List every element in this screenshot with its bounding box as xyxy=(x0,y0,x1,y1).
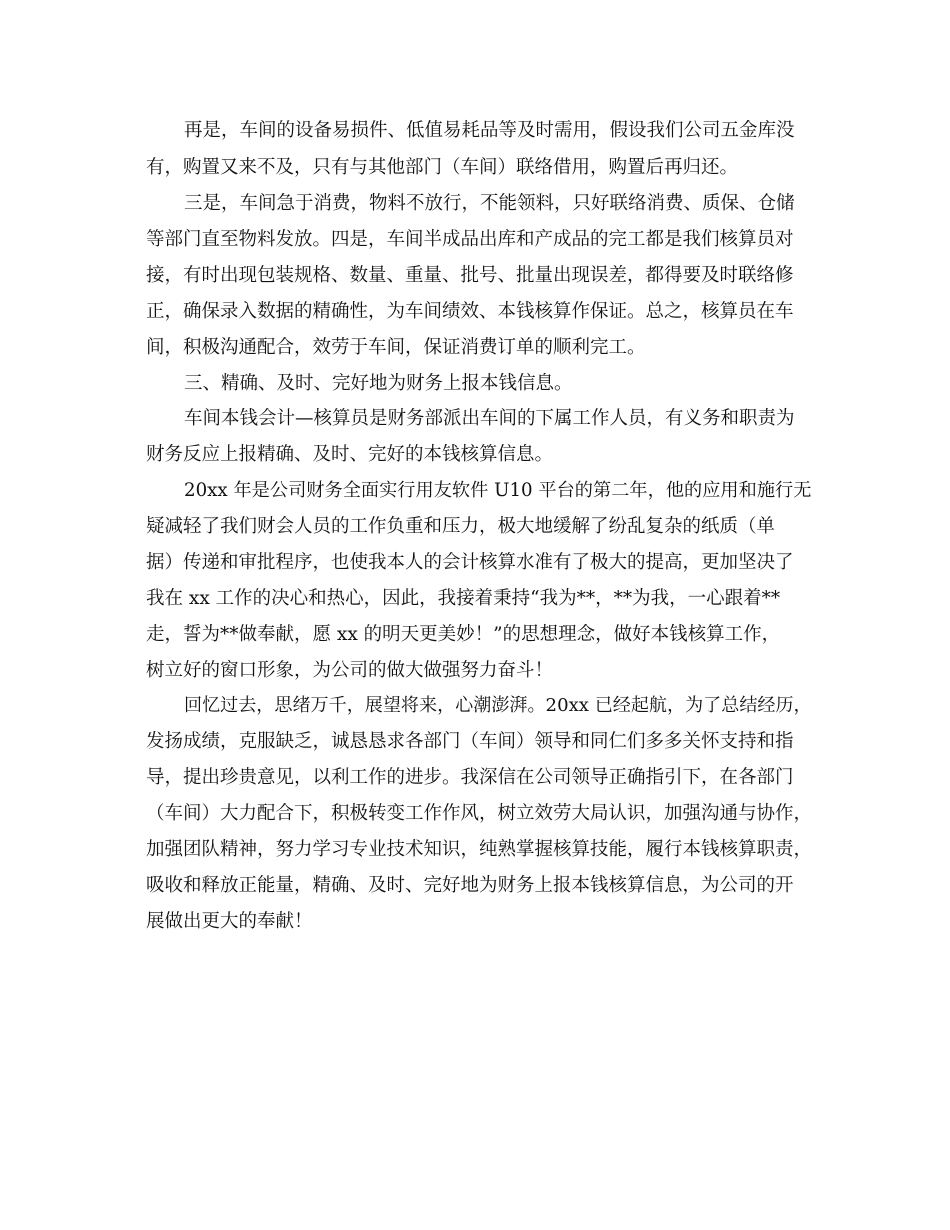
text-line: 吸收和释放正能量，精确、及时、完好地为财务上报本钱核算信息，为公司的开 xyxy=(146,875,794,896)
text-line: 疑减轻了我们财会人员的工作负重和压力，极大地缓解了纷乱复杂的纸质（单 xyxy=(146,516,776,537)
text-line: 展做出更大的奉献！ xyxy=(146,911,313,932)
text-line: 等部门直至物料发放。四是，车间半成品出库和产成品的完工都是我们核算员对 xyxy=(146,229,794,250)
text-line: 三是，车间急于消费，物料不放行，不能领料，只好联络消费、质保、仓储 xyxy=(184,193,795,214)
text-line: 加强团队精神，努力学习专业技术知识，纯熟掌握核算技能，履行本钱核算职责， xyxy=(146,839,813,860)
text-line: 正，确保录入数据的精确性，为车间绩效、本钱核算作保证。总之，核算员在车 xyxy=(146,301,794,322)
text-line: 再是，车间的设备易损件、低值易耗品等及时需用，假设我们公司五金库没 xyxy=(184,120,795,141)
text-line: 我在 xx 工作的决心和热心，因此，我接着秉持“我为**，**为我，一心跟着** xyxy=(146,588,781,609)
text-line: 20xx 年是公司财务全面实行用友软件 U10 平台的第二年，他的应用和施行无 xyxy=(184,480,812,501)
text-line: 据）传递和审批程序，也使我本人的会计核算水准有了极大的提高，更加坚决了 xyxy=(146,552,794,573)
text-line: 有，购置又来不及，只有与其他部门（车间）联络借用，购置后再归还。 xyxy=(146,157,739,178)
text-line: 走，誓为**做奉献，愿 xx 的明天更美妙！”的思想理念，做好本钱核算工作， xyxy=(146,624,781,645)
text-line: 回忆过去，思绪万千，展望将来，心潮澎湃。20xx 已经起航，为了总结经历， xyxy=(184,695,812,716)
text-line: 发扬成绩，克服缺乏，诚恳恳求各部门（车间）领导和同仁们多多关怀支持和指 xyxy=(146,731,794,752)
text-line: 接，有时出现包装规格、数量、重量、批号、批量出现误差，都得要及时联络修 xyxy=(146,265,794,286)
text-line: 三、精确、及时、完好地为财务上报本钱信息。 xyxy=(184,373,573,394)
text-line: 导，提出珍贵意见，以利工作的进步。我深信在公司领导正确指引下，在各部门 xyxy=(146,767,794,788)
text-line: 车间本钱会计—核算员是财务部派出车间的下属工作人员，有义务和职责为 xyxy=(184,408,795,429)
text-line: 间，积极沟通配合，效劳于车间，保证消费订单的顺利完工。 xyxy=(146,337,646,358)
text-line: 财务反应上报精确、及时、完好的本钱核算信息。 xyxy=(146,444,554,465)
text-line: 树立好的窗口形象，为公司的做大做强努力奋斗！ xyxy=(146,660,554,681)
text-line: （车间）大力配合下，积极转变工作作风，树立效劳大局认识，加强沟通与协作， xyxy=(146,803,813,824)
